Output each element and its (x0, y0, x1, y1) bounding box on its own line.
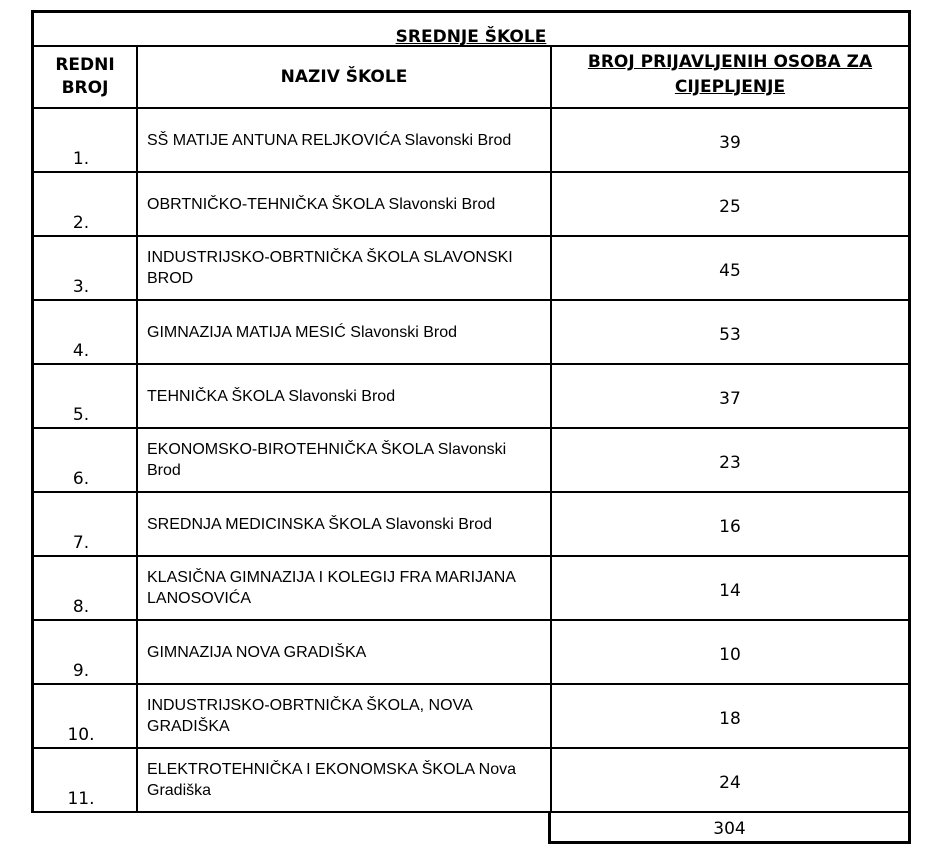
row-count: 39 (719, 133, 741, 153)
row-number: 9. (34, 621, 138, 683)
table-row (34, 237, 908, 301)
table-row (34, 621, 908, 685)
row-school-name-text: ELEKTROTEHNIČKA I EKONOMSKA ŠKOLA Nova Gradiška (147, 761, 517, 799)
row-number: 10. (34, 685, 138, 747)
row-school-name-text: TEHNIČKA ŠKOLA Slavonski Brod (147, 387, 396, 405)
row-school-name-text: SŠ MATIJE ANTUNA RELJKOVIĆA Slavonski Brod (147, 131, 512, 149)
table-header-row (34, 47, 908, 109)
table-title (34, 13, 908, 47)
row-school-name (138, 749, 552, 811)
row-school-name-text: EKONOMSKO-BIROTEHNIČKA ŠKOLA Slavonski Brod (147, 441, 507, 479)
header-name (138, 47, 552, 107)
total-count: 304 (548, 812, 911, 844)
header-number-line2: BROJ (61, 78, 109, 98)
row-number: 3. (34, 237, 138, 299)
table-row (34, 173, 908, 237)
header-number (34, 47, 138, 107)
row-number: 8. (34, 557, 138, 619)
header-count (552, 47, 908, 107)
row-count: 45 (719, 261, 741, 281)
table-row (34, 493, 908, 557)
row-school-name (138, 237, 552, 299)
row-school-name-text: KLASIČNA GIMNAZIJA I KOLEGIJ FRA MARIJANA LANOSOVIĆA (147, 569, 516, 607)
row-school-name-text: SREDNJA MEDICINSKA ŠKOLA Slavonski Brod (147, 515, 493, 533)
header-number-line1: REDNI (55, 55, 115, 75)
row-number: 2. (34, 173, 138, 235)
row-count: 24 (719, 773, 741, 793)
header-name-text: NAZIV ŠKOLE (280, 67, 408, 87)
row-school-name (138, 365, 552, 427)
row-count: 18 (719, 709, 741, 729)
row-school-name (138, 557, 552, 619)
row-school-name (138, 429, 552, 491)
table-row (34, 685, 908, 749)
row-count: 16 (719, 517, 741, 537)
row-school-name (138, 493, 552, 555)
row-school-name (138, 109, 552, 171)
row-school-name-text: GIMNAZIJA NOVA GRADIŠKA (147, 643, 367, 661)
row-count: 37 (719, 389, 741, 409)
table-row (34, 365, 908, 429)
row-number: 5. (34, 365, 138, 427)
table-row (34, 109, 908, 173)
row-number: 1. (34, 109, 138, 171)
row-school-name (138, 173, 552, 235)
table-title-text: SREDNJE ŠKOLE (395, 27, 547, 47)
row-school-name (138, 685, 552, 747)
header-count-line2: CIJEPLJENJE (674, 77, 786, 97)
table-row (34, 557, 908, 621)
row-number: 4. (34, 301, 138, 363)
row-count: 14 (719, 581, 741, 601)
table-row (34, 749, 908, 813)
row-count: 23 (719, 453, 741, 473)
row-school-name (138, 301, 552, 363)
row-number: 6. (34, 429, 138, 491)
row-school-name-text: INDUSTRIJSKO-OBRTNIČKA ŠKOLA, NOVA GRADIŠKA (147, 697, 472, 735)
row-count: 53 (719, 325, 741, 345)
row-school-name-text: GIMNAZIJA MATIJA MESIĆ Slavonski Brod (147, 323, 457, 341)
row-school-name (138, 621, 552, 683)
header-count-line1: BROJ PRIJAVLJENIH OSOBA ZA (587, 52, 873, 72)
row-school-name-text: OBRTNIČKO-TEHNIČKA ŠKOLA Slavonski Brod (147, 195, 496, 213)
row-count: 25 (719, 197, 741, 217)
row-number: 11. (34, 749, 138, 811)
table-row (34, 301, 908, 365)
table-row (34, 429, 908, 493)
row-number: 7. (34, 493, 138, 555)
row-count: 10 (719, 645, 741, 665)
schools-table (31, 10, 911, 813)
row-school-name-text: INDUSTRIJSKO-OBRTNIČKA ŠKOLA SLAVONSKI BROD (147, 249, 513, 287)
